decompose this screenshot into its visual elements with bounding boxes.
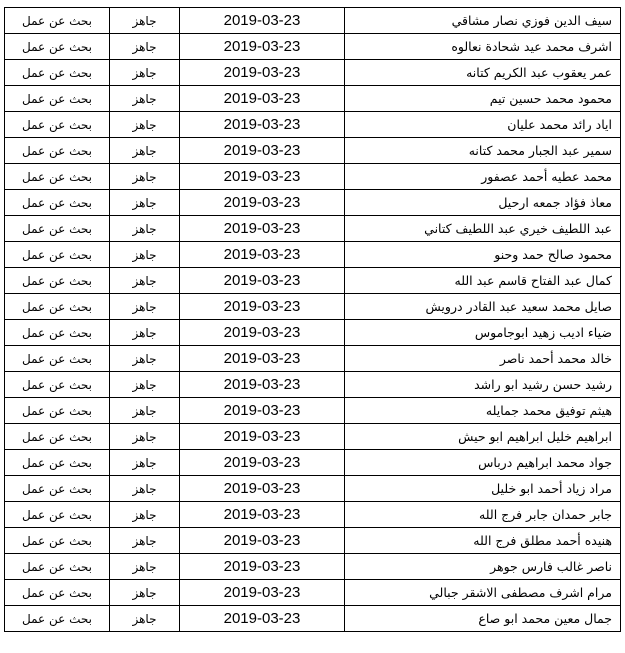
name-cell: اشرف محمد عيد شحادة نعالوه [345,34,621,60]
ready-cell: جاهز [110,502,180,528]
roster-body [5,8,621,632]
date-cell: 2019-03-23 [180,502,345,528]
table-row [5,346,621,372]
status-cell: بحث عن عمل [5,216,110,242]
status-cell: بحث عن عمل [5,424,110,450]
table-row [5,554,621,580]
table-row [5,8,621,34]
status-cell: بحث عن عمل [5,34,110,60]
ready-cell: جاهز [110,346,180,372]
name-cell: جمال معين محمد ابو صاع [345,606,621,632]
name-cell: معاذ فؤاد جمعه ارحيل [345,190,621,216]
date-cell: 2019-03-23 [180,60,345,86]
status-cell: بحث عن عمل [5,346,110,372]
table-row [5,190,621,216]
status-cell: بحث عن عمل [5,268,110,294]
ready-cell: جاهز [110,216,180,242]
name-cell: محمود صالح حمد وحنو [345,242,621,268]
name-cell: هنيده أحمد مطلق فرج الله [345,528,621,554]
name-cell: صايل محمد سعيد عبد القادر درويش [345,294,621,320]
table-row [5,164,621,190]
status-cell: بحث عن عمل [5,606,110,632]
ready-cell: جاهز [110,606,180,632]
table-row [5,216,621,242]
ready-cell: جاهز [110,164,180,190]
status-cell: بحث عن عمل [5,372,110,398]
table-row [5,268,621,294]
ready-cell: جاهز [110,580,180,606]
name-cell: جابر حمدان جابر فرج الله [345,502,621,528]
name-cell: سيف الدين فوزي نصار مشاقي [345,8,621,34]
name-cell: اياد رائد محمد عليان [345,112,621,138]
name-cell: جواد محمد ابراهيم درباس [345,450,621,476]
date-cell: 2019-03-23 [180,138,345,164]
date-cell: 2019-03-23 [180,450,345,476]
table-row [5,450,621,476]
name-cell: كمال عبد الفتاح قاسم عبد الله [345,268,621,294]
name-cell: رشيد حسن رشيد ابو راشد [345,372,621,398]
ready-cell: جاهز [110,138,180,164]
date-cell: 2019-03-23 [180,294,345,320]
name-cell: خالد محمد أحمد ناصر [345,346,621,372]
date-cell: 2019-03-23 [180,580,345,606]
table-row [5,320,621,346]
table-row [5,242,621,268]
date-cell: 2019-03-23 [180,606,345,632]
status-cell: بحث عن عمل [5,112,110,138]
date-cell: 2019-03-23 [180,216,345,242]
status-cell: بحث عن عمل [5,164,110,190]
ready-cell: جاهز [110,8,180,34]
name-cell: ناصر غالب فارس جوهر [345,554,621,580]
date-cell: 2019-03-23 [180,86,345,112]
date-cell: 2019-03-23 [180,554,345,580]
status-cell: بحث عن عمل [5,450,110,476]
table-row [5,476,621,502]
date-cell: 2019-03-23 [180,190,345,216]
status-cell: بحث عن عمل [5,398,110,424]
table-row [5,138,621,164]
ready-cell: جاهز [110,242,180,268]
table-row [5,294,621,320]
table-row [5,424,621,450]
status-cell: بحث عن عمل [5,320,110,346]
ready-cell: جاهز [110,554,180,580]
status-cell: بحث عن عمل [5,554,110,580]
status-cell: بحث عن عمل [5,502,110,528]
status-cell: بحث عن عمل [5,580,110,606]
status-cell: بحث عن عمل [5,86,110,112]
ready-cell: جاهز [110,320,180,346]
ready-cell: جاهز [110,268,180,294]
ready-cell: جاهز [110,372,180,398]
table-row [5,606,621,632]
name-cell: محمد عطيه أحمد عصفور [345,164,621,190]
ready-cell: جاهز [110,86,180,112]
date-cell: 2019-03-23 [180,242,345,268]
name-cell: ضياء اديب زهيد ابوجاموس [345,320,621,346]
table-row [5,398,621,424]
ready-cell: جاهز [110,60,180,86]
name-cell: سمير عبد الجبار محمد كتانه [345,138,621,164]
table-row [5,528,621,554]
name-cell: مرام اشرف مصطفى الاشقر جبالي [345,580,621,606]
date-cell: 2019-03-23 [180,398,345,424]
date-cell: 2019-03-23 [180,424,345,450]
status-cell: بحث عن عمل [5,60,110,86]
date-cell: 2019-03-23 [180,346,345,372]
roster-table [4,7,621,632]
date-cell: 2019-03-23 [180,112,345,138]
date-cell: 2019-03-23 [180,528,345,554]
name-cell: عمر يعقوب عبد الكريم كتانه [345,60,621,86]
table-row [5,60,621,86]
date-cell: 2019-03-23 [180,320,345,346]
status-cell: بحث عن عمل [5,8,110,34]
status-cell: بحث عن عمل [5,138,110,164]
ready-cell: جاهز [110,190,180,216]
date-cell: 2019-03-23 [180,476,345,502]
ready-cell: جاهز [110,34,180,60]
table-row [5,34,621,60]
date-cell: 2019-03-23 [180,34,345,60]
table-row [5,502,621,528]
date-cell: 2019-03-23 [180,268,345,294]
ready-cell: جاهز [110,450,180,476]
ready-cell: جاهز [110,398,180,424]
date-cell: 2019-03-23 [180,164,345,190]
table-row [5,372,621,398]
status-cell: بحث عن عمل [5,476,110,502]
status-cell: بحث عن عمل [5,294,110,320]
status-cell: بحث عن عمل [5,528,110,554]
date-cell: 2019-03-23 [180,372,345,398]
name-cell: عبد اللطيف خيري عبد اللطيف كتاني [345,216,621,242]
ready-cell: جاهز [110,476,180,502]
name-cell: هيثم توفيق محمد جمايله [345,398,621,424]
name-cell: ابراهيم خليل ابراهيم ابو حيش [345,424,621,450]
ready-cell: جاهز [110,112,180,138]
status-cell: بحث عن عمل [5,190,110,216]
name-cell: مراد زياد أحمد ابو خليل [345,476,621,502]
name-cell: محمود محمد حسين تيم [345,86,621,112]
ready-cell: جاهز [110,424,180,450]
ready-cell: جاهز [110,294,180,320]
date-cell: 2019-03-23 [180,8,345,34]
status-cell: بحث عن عمل [5,242,110,268]
ready-cell: جاهز [110,528,180,554]
table-row [5,86,621,112]
table-row [5,580,621,606]
table-row [5,112,621,138]
